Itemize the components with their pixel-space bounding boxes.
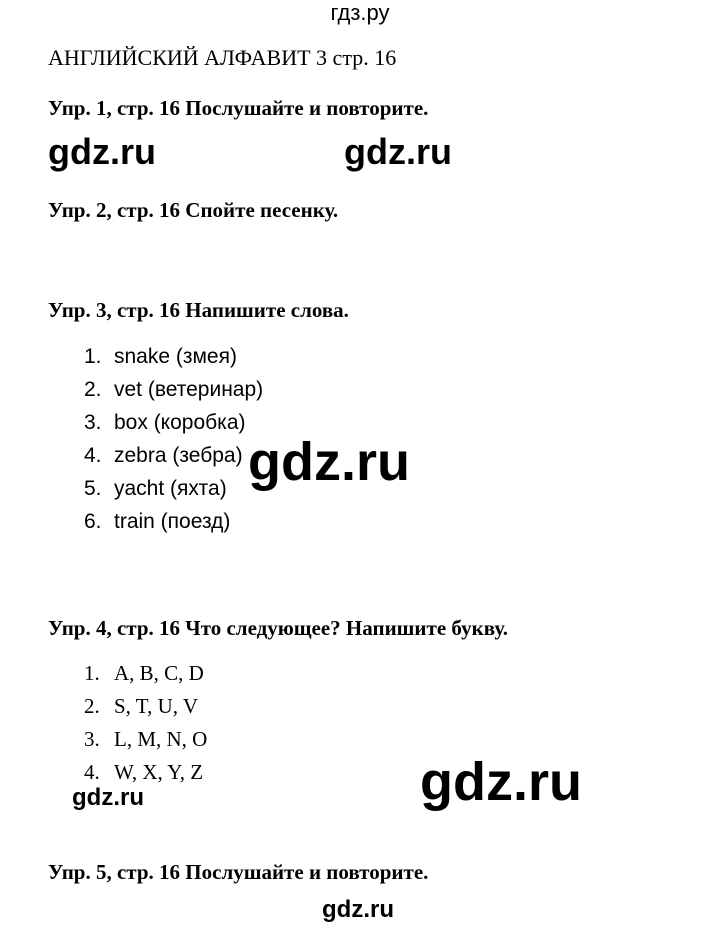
list-item [84,410,246,436]
list-item-text: yacht (яхта) [114,477,227,500]
list-item-text: snake (змея) [114,345,237,368]
watermark: gdz.ru [322,896,394,923]
list-item-number: 4. [84,760,100,784]
list-item-text: A, B, C, D [114,661,204,685]
list-item-text: zebra (зебра) [114,444,243,467]
exercise-2-title: Упр. 2, стр. 16 Спойте песенку. [48,198,339,222]
watermark: gdz.ru [248,432,410,492]
list-item-text: box (коробка) [114,411,246,434]
list-item [84,344,237,370]
list-item-number: 5. [84,477,102,500]
list-item [84,726,207,752]
watermark: gdz.ru [420,752,582,812]
watermark: gdz.ru [48,131,156,172]
watermark: gdz.ru [72,784,144,811]
list-item-number: 2. [84,378,102,401]
exercise-4-title: Упр. 4, стр. 16 Что следующее? Напишите букву. [48,616,508,640]
list-item [84,509,230,535]
site-header: гдз.ру [330,0,390,25]
page-title: АНГЛИЙСКИЙ АЛФАВИТ 3 стр. 16 [48,45,397,70]
exercise-5-title: Упр. 5, стр. 16 Послушайте и повторите. [48,860,429,884]
list-item-number: 1. [84,661,100,685]
exercise-3-title: Упр. 3, стр. 16 Напишите слова. [48,298,349,322]
list-item-number: 6. [84,510,102,533]
list-item-number: 4. [84,444,102,467]
exercise-4-list [84,660,384,790]
list-item-number: 3. [84,411,102,434]
list-item-text: S, T, U, V [114,694,199,718]
list-item-text: vet (ветеринар) [114,378,264,401]
list-item [84,377,263,403]
exercise-1-title: Упр. 1, стр. 16 Послушайте и повторите. [48,96,429,120]
list-item [84,443,243,469]
list-item-text: W, X, Y, Z [114,760,204,784]
watermark: gdz.ru [344,131,452,172]
list-item-text: L, M, N, O [114,727,208,751]
list-item-number: 3. [84,727,100,751]
list-item-number: 2. [84,694,100,718]
list-item-number: 1. [84,345,102,368]
list-item [84,693,198,719]
list-item [84,476,227,502]
list-item-text: train (поезд) [114,510,231,533]
list-item [84,660,204,686]
list-item [84,759,203,785]
